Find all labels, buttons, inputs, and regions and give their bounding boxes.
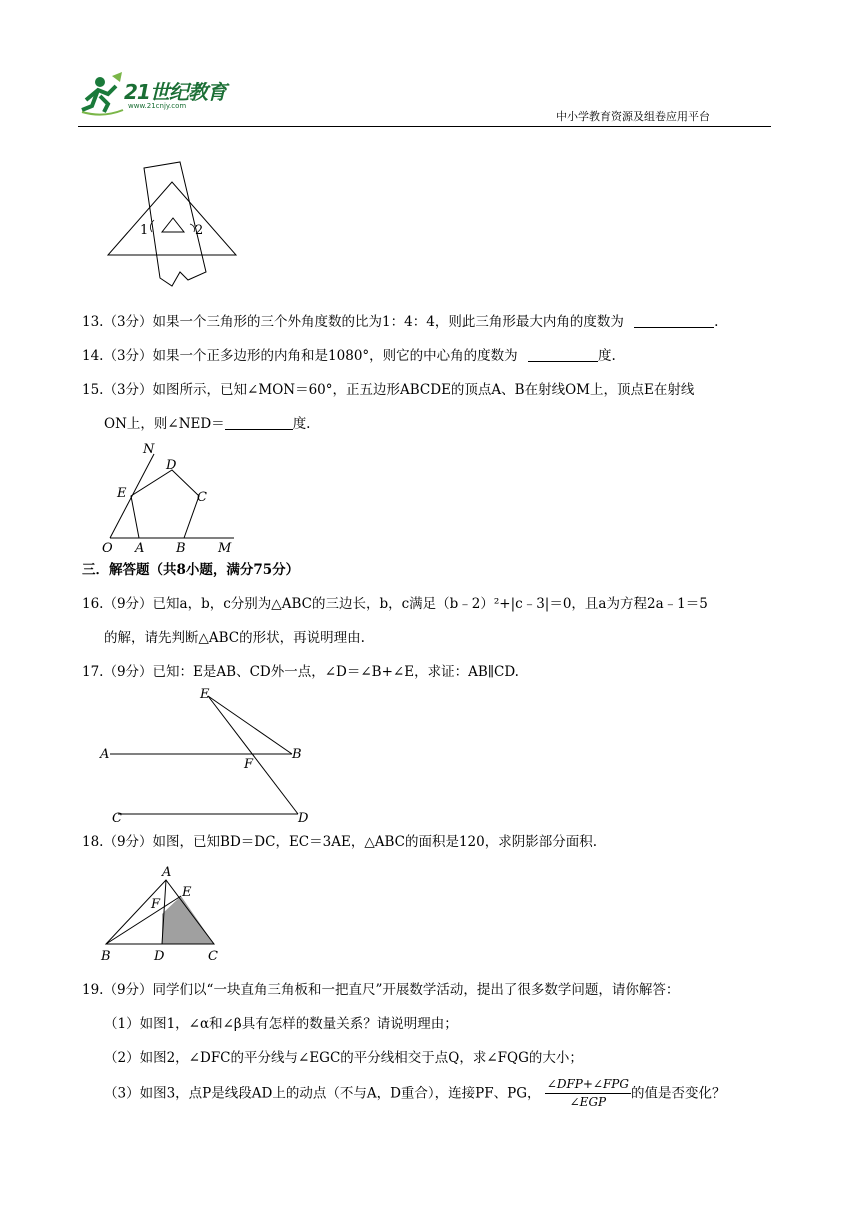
point-A-label: A (100, 747, 110, 762)
point-A-label: A (162, 865, 172, 880)
question-16-line2: 的解，请先判断△ABC的形状，再说明理由. (104, 630, 365, 646)
point-C-label: C (197, 490, 207, 505)
question-13 (82, 312, 718, 332)
answer-blank-14[interactable] (528, 347, 598, 362)
question-15-text: ON上，则∠NED＝ (104, 416, 225, 432)
point-N-label: N (143, 442, 155, 457)
point-E-label: E (117, 486, 127, 501)
point-F-label: F (151, 897, 161, 912)
answer-blank-15[interactable] (225, 415, 293, 430)
question-19-part3-end: 的值是否变化？ (630, 1085, 726, 1102)
point-A-label: A (135, 541, 145, 556)
question-13-text: 13.（3分）如果一个三角形的三个外角度数的比为1：4：4，则此三角形最大内角的度数为 (82, 314, 624, 330)
point-D-label: D (166, 458, 177, 473)
point-C-label: C (112, 811, 122, 826)
point-B-label: B (101, 949, 111, 964)
fraction-denominator: ∠EGP (569, 1095, 607, 1109)
question-17: 17.（9分）已知：E是AB、CD外一点，∠D＝∠B+∠E，求证：AB∥CD. (82, 664, 519, 680)
figure-18 (98, 862, 228, 964)
question-19-part2: （2）如图2，∠DFC的平分线与∠EGC的平分线相交于点Q，求∠FQG的大小； (104, 1050, 583, 1066)
point-E-label: E (182, 885, 192, 900)
logo-url-text: www.21cnjy.com (128, 102, 187, 110)
point-F-label: F (244, 757, 254, 772)
question-19-line1: 19.（9分）同学们以“一块直角三角板和一把直尺”开展数学活动，提出了很多数学问题，请你解答： (82, 982, 680, 998)
question-16-line1: 16.（9分）已知a，b，c分别为△ABC的三边长，b，c满足（b﹣2）²+|c﹣3|＝0，且a为方程2a﹣1＝5 (82, 596, 708, 612)
question-19-part1: （1）如图1，∠α和∠β具有怎样的数量关系？请说明理由； (104, 1016, 458, 1032)
point-C-label: C (208, 949, 218, 964)
answer-blank-13[interactable] (634, 313, 714, 328)
question-13-end: . (714, 314, 719, 330)
point-B-label: B (292, 747, 302, 762)
question-15-line2 (104, 414, 310, 434)
point-D-label: D (298, 811, 309, 826)
figure-15 (98, 440, 248, 556)
question-18: 18.（9分）如图，已知BD＝DC，EC＝3AE，△ABC的面积是120，求阴影部分面积. (82, 834, 598, 850)
logo-main-text: 21世纪教育 (124, 80, 226, 104)
section-3-heading: 三．解答题（共8小题，满分75分） (82, 562, 300, 578)
point-M-label: M (218, 541, 232, 556)
point-B-label: B (176, 541, 186, 556)
question-14-end: 度. (597, 348, 616, 364)
angle-1-label: 1 (140, 223, 149, 238)
fraction-numerator: ∠DFP+∠FPG (545, 1076, 631, 1094)
fraction (545, 1076, 631, 1111)
point-E-label: E (200, 687, 210, 702)
question-19-part3-text: （3）如图3，点P是线段AD上的动点（不与A，D重合），连接PF、PG， (104, 1085, 541, 1102)
angle-2-label: 2 (195, 223, 204, 238)
point-O-label: O (102, 541, 113, 556)
figure-12 (100, 160, 245, 290)
figure-17 (96, 684, 326, 826)
logo (78, 70, 253, 120)
question-19-part3 (104, 1076, 725, 1120)
question-15-line1: 15.（3分）如图所示，已知∠MON＝60°，正五边形ABCDE的顶点A、B在射线OM上，顶点E在射线 (82, 382, 695, 398)
header-rule (78, 126, 771, 127)
question-14-text: 14.（3分）如果一个正多边形的内角和是1080°，则它的中心角的度数为 (82, 348, 518, 364)
point-D-label: D (154, 949, 165, 964)
question-15-end: 度. (292, 416, 311, 432)
platform-title: 中小学教育资源及组卷应用平台 (556, 110, 710, 123)
question-14 (82, 346, 616, 366)
